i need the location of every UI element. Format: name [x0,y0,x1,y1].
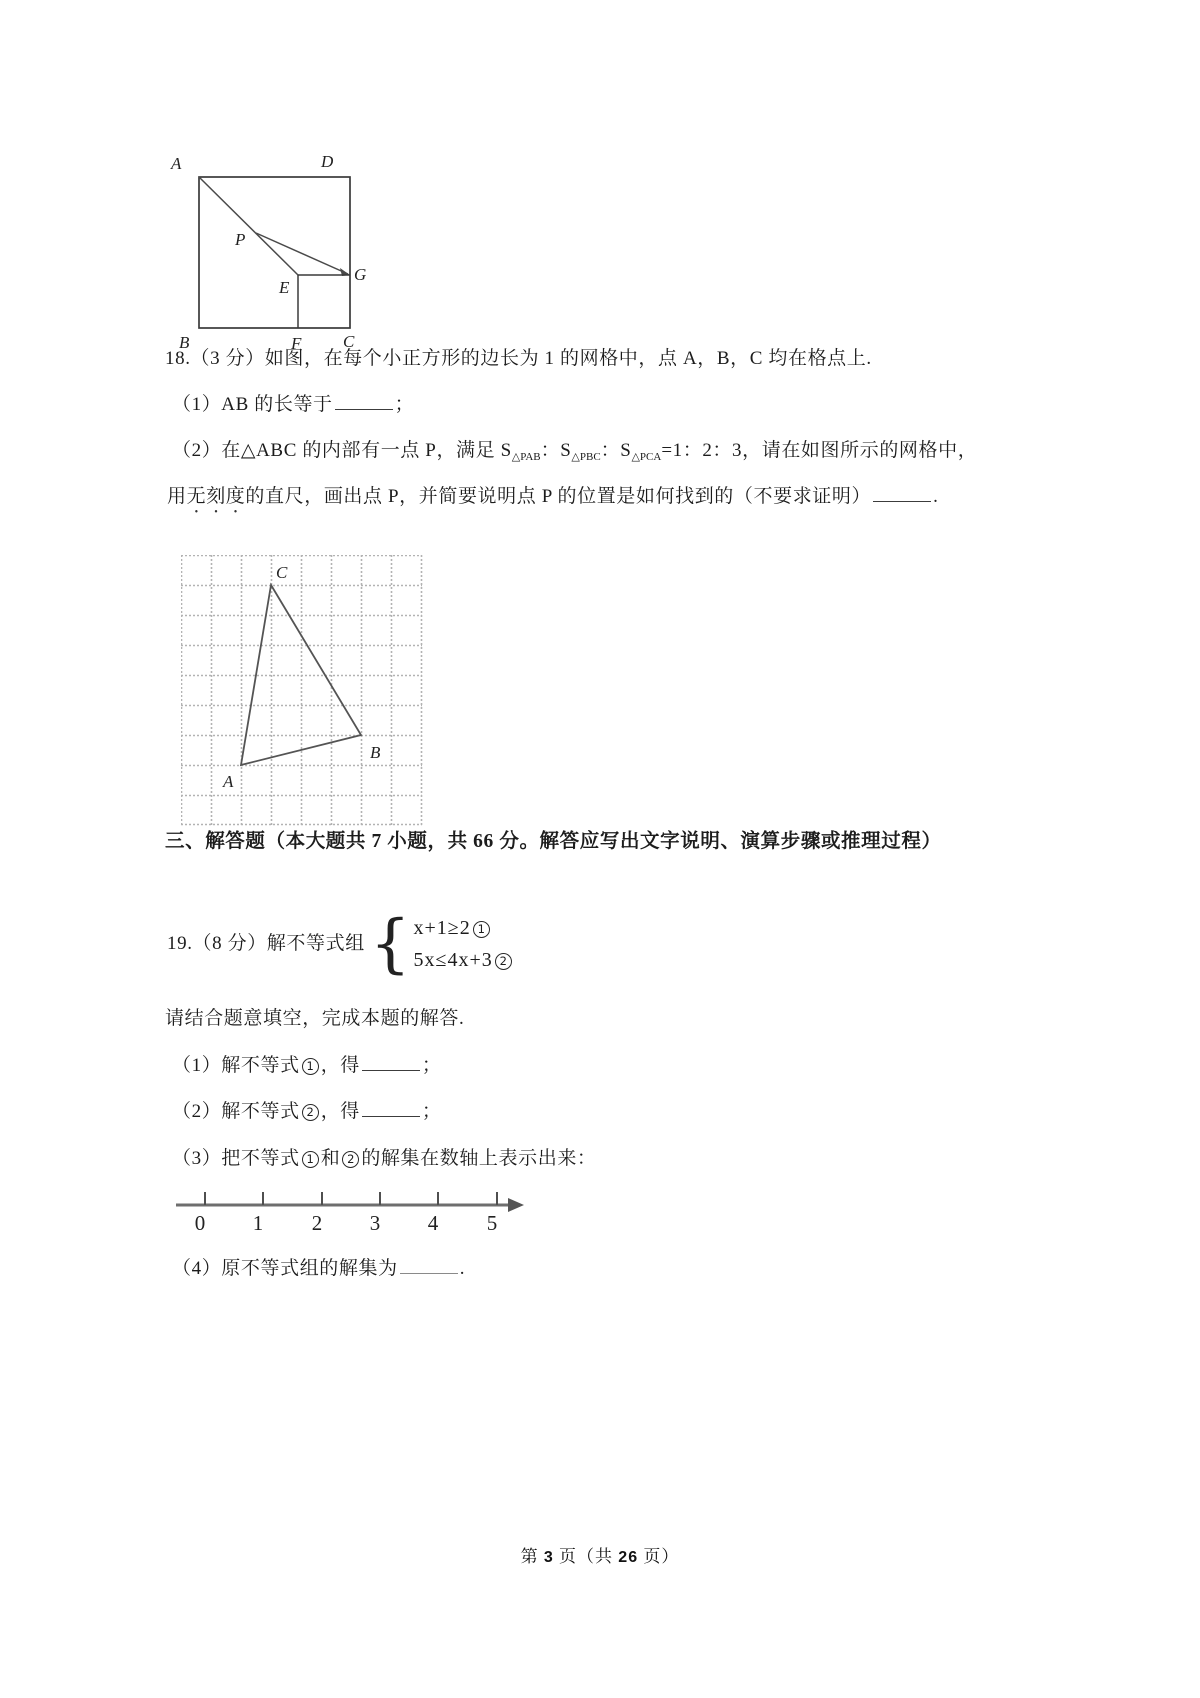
label-C: C [343,332,355,351]
q19-part1-pre: （1）解不等式 [172,1055,300,1076]
tick-label-0: 0 [194,1211,206,1235]
tick-label-5: 5 [486,1211,498,1235]
tick-label-2: 2 [311,1211,323,1235]
q18-part1-punct: ； [394,394,415,415]
q19-part3-post: 的解集在数轴上表示出来： [361,1148,597,1169]
footer-seg2: 页（共 [553,1547,619,1566]
q19-part3 [172,1148,597,1171]
number-line-canvas [158,1183,548,1239]
label-F: F [291,334,302,353]
q19-part4 [172,1258,465,1281]
page-footer [0,1542,1200,1567]
grid-label-C: C [276,563,288,582]
grid-figure-canvas [181,555,423,827]
q19-part2-circled-2: 2 [302,1104,319,1121]
line-P-to-G [256,233,348,274]
grid-label-A: A [223,772,234,791]
q18-sub-pca: △PCA [631,451,662,463]
label-D: D [321,152,334,171]
q18-line2-pre: 用 [167,486,187,507]
q19-part2 [172,1101,442,1124]
label-B: B [179,333,190,352]
q19-part3-circled-2: 2 [342,1151,359,1168]
q18-line2-emphasized: 无刻度 [186,486,246,507]
q19-stem [167,906,514,981]
q18-part2-seg4: =1：2：3，请在如图所示的网格中， [661,440,978,461]
number-line-arrowhead [508,1198,524,1212]
q18-part2-seg1: （2）在△ABC 的内部有一点 P，满足 S [172,440,512,461]
system-brace: { [369,906,411,981]
grid-label-B: B [370,743,381,762]
q18-part1 [172,394,414,417]
q18-line2-rest: 的直尺，画出点 P，并简要说明点 P 的位置是如何找到的（不要求证明） [245,486,872,507]
q19-part2-punct: ； [421,1101,442,1122]
figure-square-abcd [164,139,384,360]
q19-part4-blank [400,1258,458,1274]
q18-sub-pbc: △PBC [571,451,601,463]
tick-label-3: 3 [369,1211,381,1235]
label-A: A [171,154,182,173]
q19-part3-circled-1: 1 [302,1151,319,1168]
label-G: G [354,265,367,284]
q18-part1-text: （1）AB 的长等于 [172,394,333,415]
q18-part2-seg2: ：S [540,440,572,461]
line-A-to-E [199,177,298,275]
q19-lead: 19.（8 分）解不等式组 [167,932,365,954]
q19-part4-pre: （4）原不等式组的解集为 [172,1258,398,1279]
q18-part1-blank [335,394,393,410]
q19-part1 [172,1055,442,1078]
q19-part4-punct: . [459,1258,466,1279]
inequality-1-expr: x+1≥2 [413,917,471,939]
figure-grid-triangle [181,555,423,832]
q19-part2-mid: ，得 [320,1101,360,1122]
inequality-2-expr: 5x≤4x+3 [413,949,493,971]
q18-part2-line2 [167,486,938,518]
square-figure-canvas [164,139,384,355]
q18-intro: 18.（3 分）如图，在每个小正方形的边长为 1 的网格中，点 A，B，C 均在格点上. [165,348,872,369]
q18-line2-punct: . [933,486,939,507]
tick-label-1: 1 [252,1211,264,1235]
q19-hint: 请结合题意填空，完成本题的解答. [165,1008,465,1029]
q18-part2-seg3: ：S [600,440,632,461]
q19-part3-pre: （3）把不等式 [172,1148,300,1169]
grid-lines [181,555,422,825]
footer-seg3: 页） [638,1547,680,1566]
label-P: P [235,230,246,249]
inequality-system [414,912,514,976]
section3-header: 三、解答题（本大题共 7 小题，共 66 分。解答应写出文字说明、演算步骤或推理过程） [165,831,942,852]
label-E: E [279,278,290,297]
q18-part2-line1 [172,440,977,464]
q19-part1-blank [362,1055,420,1071]
footer-seg1: 第 [520,1547,544,1566]
q18-sub-pab: △PAB [511,451,541,463]
q19-part1-punct: ； [421,1055,442,1076]
tick-label-4: 4 [427,1211,439,1235]
q19-part2-pre: （2）解不等式 [172,1101,300,1122]
circled-2: 2 [495,953,512,970]
circled-1: 1 [473,921,490,938]
q18-part2-blank [873,486,931,502]
q19-part3-mid: 和 [320,1148,341,1169]
q19-part1-mid: ，得 [320,1055,360,1076]
q19-part2-blank [362,1101,420,1117]
q19-part1-circled-1: 1 [302,1058,319,1075]
inequality-1 [414,912,514,944]
footer-page-number: 3 [543,1549,554,1566]
footer-total-pages: 26 [618,1549,639,1566]
number-line-figure [158,1183,548,1244]
number-line-ticks [205,1192,497,1205]
inequality-2 [414,944,514,976]
